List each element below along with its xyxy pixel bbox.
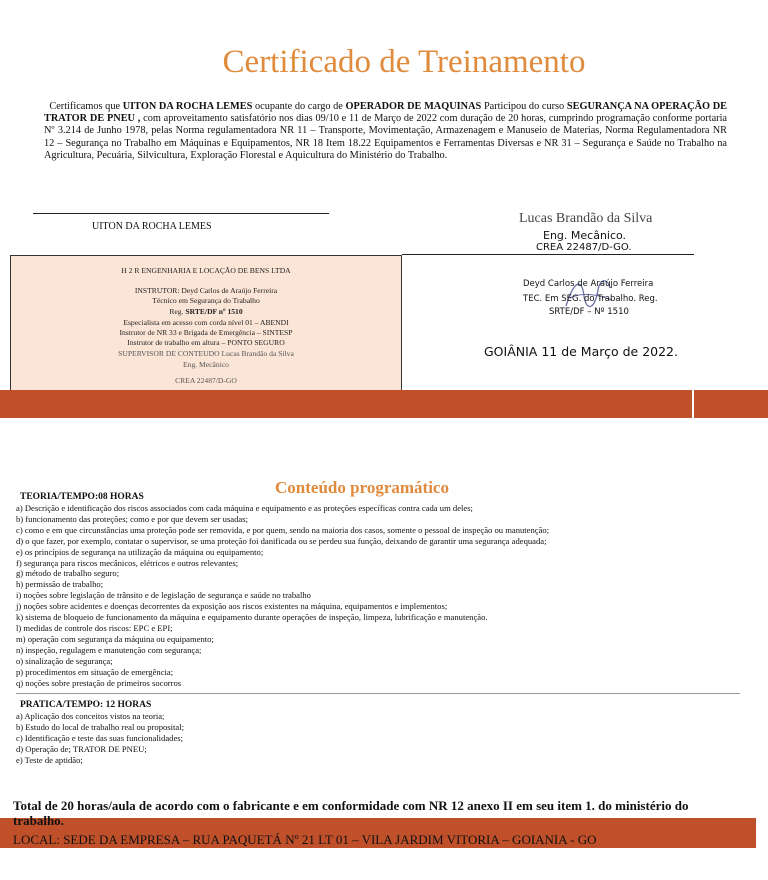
theory-item: e) os princípios de segurança na utilização da máquina ou equipamento;	[16, 546, 264, 557]
specialty-line-2: Instrutor de NR 33 e Brigada de Emergência – SINTESP	[119, 328, 293, 337]
practice-item: e) Teste de aptidão;	[16, 754, 83, 765]
location-line: LOCAL: SEDE DA EMPRESA – RUA PAQUETÁ Nº 21 LT 01 – VILA JARDIM VITORIA – GOIANIA - GO	[13, 832, 597, 847]
theory-item: f) segurança para riscos mecânicos, elétricos e outros relevantes;	[16, 557, 239, 568]
theory-item: k) sistema de bloqueio de funcionamento da máquina e equipamento durante operações de inspeção, limpeza, lubrificação e manutenção.	[16, 612, 488, 623]
registration-number: SRTE/DF nº 1510	[185, 307, 243, 316]
student-name: UITON DA ROCHA LEMES	[122, 101, 253, 112]
theory-item: a) Descrição e identificação dos riscos associados com cada máquina e equipamento e as proteções específicas contra cada um deles;	[16, 503, 473, 513]
theory-item: p) procedimentos em situação de emergência;	[16, 666, 174, 677]
certificate-title: Certificado de Treinamento	[222, 44, 586, 80]
theory-item: b) funcionamento das proteções; como e por que devem ser usadas;	[16, 513, 248, 524]
practice-list	[16, 711, 184, 766]
practice-item: a) Aplicação dos conceitos vistos na teoria;	[16, 711, 165, 721]
intro-text-1: Certificamos que	[49, 101, 123, 112]
theory-item: o) sinalização de segurança;	[16, 655, 113, 666]
engineer-signature-line	[402, 254, 694, 255]
theory-list	[16, 503, 736, 688]
supervisor-crea: CREA 22487/D-GO	[175, 376, 237, 385]
registration-prefix: Reg.	[169, 307, 186, 316]
practice-item: d) Operação de; TRATOR DE PNEU;	[16, 743, 147, 754]
theory-item: n) inspeção, regulagem e manutenção com segurança;	[16, 644, 202, 655]
theory-item: q) noções sobre prestação de primeiros socorros	[16, 677, 182, 688]
intro-text-2: ocupante do cargo de	[252, 101, 346, 112]
engineer-signature: Lucas Brandão da Silva	[519, 211, 653, 226]
theory-item: j) noções sobre acidentes e doenças decorrentes da exposição aos riscos existentes na máquina, equipamentos e implementos;	[16, 601, 448, 612]
specialty-line-1: Especialista em acesso com corda nível 01 – ABENDI	[123, 318, 289, 327]
theory-item: d) o que fazer, por exemplo, contatar o supervisor, se uma proteção foi danificada ou se perdeu sua função, deixando de garantir uma segurança adequada;	[16, 535, 547, 546]
program-title: Conteúdo programático	[275, 478, 449, 497]
company-info-box	[10, 255, 402, 391]
engineer-crea: CREA 22487/D-GO.	[536, 242, 632, 253]
theory-item: i) noções sobre legislação de trânsito e de legislação de segurança e saúde no trabalho	[16, 590, 311, 601]
total-hours-statement: Total de 20 horas/aula de acordo com o fabricante e em conformidade com NR 12 anexo II em seu item 1. do ministério do trabalho.	[13, 798, 689, 828]
engineer-title: Eng. Mecânico.	[543, 229, 627, 242]
instructor-registration: SRTE/DF – Nº 1510	[549, 307, 629, 317]
company-name: H 2 R ENGENHARIA E LOCAÇÃO DE BENS LTDA	[121, 266, 291, 275]
decorative-band-end	[694, 390, 768, 418]
specialty-line-3: Instrutor de trabalho em altura – PONTO SEGURO	[127, 338, 285, 347]
issue-date: GOIÂNIA 11 de Março de 2022.	[484, 344, 678, 359]
course-name: SEGURANÇA NA OPERAÇÃO DE TRATOR DE PNEU ,	[44, 101, 727, 125]
certificate-statement	[44, 101, 727, 162]
instructor-role: TEC. Em SEG. do Trabalho. Reg.	[523, 294, 658, 304]
instructor-line: INSTRUTOR: Deyd Carlos de Araújo Ferreira	[134, 286, 278, 295]
supervisor-title: Eng. Mecânico	[183, 360, 229, 369]
theory-item: c) como e em que circunstâncias uma proteção pode ser removida, e por quem, sendo na maioria dos casos, somente o pessoal de inspeção ou manutenção;	[16, 524, 550, 535]
intro-text-4: com aproveitamento satisfatório nos dias 09/10 e 11 de Março de 2022 com duração de 20 horas, cumprindo programação conforme portaria Nº 3.214 de Junho 1978, pelas Norma regulamentadora NR 11 – Transporte, Movimentação, Armazenagem e Manuseio de Materias, Norma Regulamentadora NR 12 – Segurança no Trabalho em Máquinas e Equipamentos, NR 18 Item 18.22 Equipamentos e Ferramentas Diversas e NR 31 – Segurança e Saúde no Trabalho na Agricultura, Pecuária, Silvicultura, Exploração Florestal e Aquicultura do Ministério do Trabalho.	[44, 113, 727, 161]
practice-header: PRATICA/TEMPO: 12 HORAS	[20, 700, 152, 710]
technician-line: Técnico em Segurança do Trabalho	[152, 296, 260, 305]
student-role: OPERADOR DE MAQUINAS	[345, 101, 482, 112]
decorative-band	[0, 390, 692, 418]
theory-item: l) medidas de controle dos riscos: EPC e EPI;	[16, 622, 173, 633]
instructor-name: Deyd Carlos de Araújo Ferreira	[523, 279, 654, 289]
intro-text-3: Participou do curso	[481, 101, 567, 112]
practice-item: b) Estudo do local de trabalho real ou proposital;	[16, 721, 185, 732]
registration-line	[11, 307, 401, 316]
theory-item: g) método de trabalho seguro;	[16, 568, 120, 579]
student-signature-line	[33, 213, 329, 214]
supervisor-line: SUPERVISOR DE CONTEUDO Lucas Brandão da Silva	[118, 349, 294, 358]
theory-header: TEORIA/TEMPO:08 HORAS	[20, 492, 144, 502]
student-signature-name: UITON DA ROCHA LEMES	[92, 221, 212, 232]
theory-item: h) permissão de trabalho;	[16, 579, 104, 590]
theory-item: m) operação com segurança da máquina ou equipamento;	[16, 633, 214, 644]
section-divider	[16, 693, 740, 694]
practice-item: c) Identificação e teste das suas funcionalidades;	[16, 732, 184, 743]
